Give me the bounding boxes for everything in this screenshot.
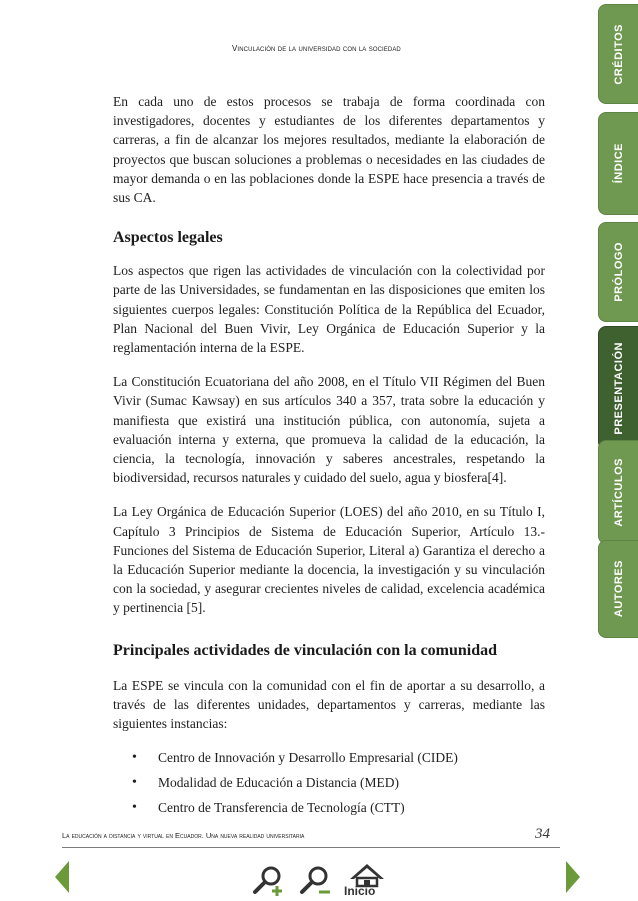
tab-prologo[interactable]: PRÓLOGO <box>598 222 638 322</box>
arrow-left-icon[interactable] <box>55 861 69 893</box>
running-header: Vinculación de la universidad con la sociedad <box>232 44 401 53</box>
legal-paragraph-1: Los aspectos que rigen las actividades de vinculación con la colectividad por parte de las Universidades, se fundamentan en las disposiciones que emiten los siguientes cuerpos legales: Constitución Política de la República del Ecuador, Plan Nacional del Buen Vivir, Ley Orgánica de Educación Superior y la reglamentación interna de la ESPE. <box>113 263 545 356</box>
tab-presentacion[interactable]: PRESENTACIÓN <box>598 326 638 450</box>
legal-paragraph-2: La Constitución Ecuatoriana del año 2008, en el Título VII Régimen del Buen Vivir (Sumac Kawsay) en sus artículos 340 a 357, trata sobre la educación y manifiesta que existirá una institución pública, con autonomía, sujeta a evaluación interna y externa, que promueva la calidad de la educación, la ciencia, la tecnología, innovación y saberes ancestrales, respetando la biodiversidad, recursos naturales y cuidado del suelo, agua y biosfera[4]. <box>113 374 545 486</box>
arrow-right-icon[interactable] <box>566 861 580 893</box>
bullet-icon: • <box>132 800 137 816</box>
bullet-icon: • <box>132 775 137 791</box>
list-item: • Centro de Transferencia de Tecnología (CTT) <box>132 795 545 820</box>
list-item: • Modalidad de Educación a Distancia (MED) <box>132 770 545 795</box>
intro-paragraph: En cada uno de estos procesos se trabaja de forma coordinada con investigadores, docentes y estudiantes de los diferentes departamentos y carreras, a fin de alcanzar los mejores resultados, mediante la elaboración de proyectos que buscan soluciones a problemas o necesidades en las ciudades de mayor demanda o en las poblaciones donde la ESPE hace presencia a través de sus CA. <box>113 94 545 206</box>
footer-divider <box>62 847 560 848</box>
list-item: • Centro de Innovación y Desarrollo Empresarial (CIDE) <box>132 745 545 770</box>
home-label[interactable]: Inicio <box>344 884 376 898</box>
section-tabs <box>596 0 638 640</box>
page-number: 34 <box>535 826 550 842</box>
tab-indice[interactable]: ÍNDICE <box>598 112 638 215</box>
zoom-out-icon[interactable] <box>297 864 333 898</box>
legal-paragraph-3: La Ley Orgánica de Educación Superior (LOES) del año 2010, en su Título I, Capítulo 3 Principios de Sistema de Educación Superior, Artículo 13.- Funciones del Sistema de Educación Superior, Literal a) Garantiza el derecho a la Educación Superior mediante la docencia, la investigación y su vinculación con la sociedad, y asegurar crecientes niveles de calidad, excelencia académica y pertinencia [5]. <box>113 504 545 616</box>
tab-autores[interactable]: AUTORES <box>598 540 638 638</box>
tab-creditos[interactable]: CRÉDITOS <box>598 4 638 104</box>
section-heading-activities: Principales actividades de vinculación con la comunidad <box>113 641 498 659</box>
section-heading-legal: Aspectos legales <box>113 229 223 247</box>
page-content <box>113 92 545 820</box>
tab-articulos[interactable]: ARTÍCULOS <box>598 440 638 544</box>
instances-list <box>113 745 545 820</box>
footer-book-title: La educación a distancia y virtual en Ecuador. Una nueva realidad universitaria <box>62 831 305 840</box>
zoom-in-icon[interactable] <box>250 864 286 898</box>
bullet-icon: • <box>132 750 137 766</box>
activities-paragraph: La ESPE se vincula con la comunidad con el fin de aportar a su desarrollo, a través de las diferentes unidades, departamentos y carreras, mediante las siguientes instancias: <box>113 677 545 732</box>
